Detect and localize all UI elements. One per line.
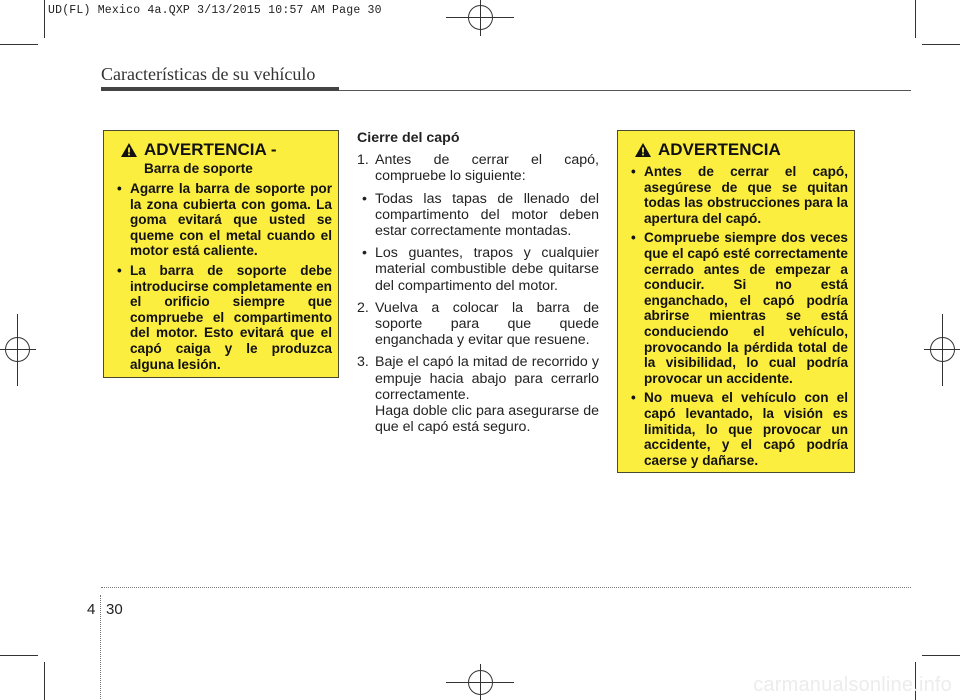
warning-item: • Antes de cerrar el capó, asegúrese de que se quitan todas las obstrucciones para la apertura del capó. [626, 164, 848, 226]
print-slug: UD(FL) Mexico 4a.QXP 3/13/2015 10:57 AM Page 30 [48, 4, 382, 17]
step-text: Vuelva a colocar la barra de soporte para que quede enganchada y evitar que resuene. [375, 299, 599, 349]
checklist-item: • Los guantes, trapos y cualquier material combustible debe quitarse del compartimento del motor. [357, 245, 599, 294]
warning-item: • No mueva el vehículo con el capó levantado, la visión es limitida, lo que provocar un accidente, y el capó podría caerse y dañarse. [626, 390, 848, 468]
step-3 [357, 354, 599, 403]
warning-box-support-rod [103, 130, 339, 378]
hood-closing-section [357, 130, 599, 435]
footer-rule [101, 587, 911, 588]
warning-heading [112, 140, 332, 160]
page-number-divider [100, 595, 102, 699]
warning-list [626, 164, 848, 468]
page-title: Características de su vehículo [101, 64, 316, 84]
warning-heading [626, 140, 848, 160]
warning-item: • Compruebe siempre dos veces que el capó esté correctamente cerrado antes de empezar a conducir. Si no está enganchado, el capó podría abrirse mientras se está conduciendo el vehículo, provocando la pérdida total de la visibilidad, lo cual podría provocar un accidente. [626, 230, 848, 386]
step-text: Antes de cerrar el capó, compruebe lo siguiente: [375, 152, 599, 185]
warning-title: ADVERTENCIA [658, 140, 781, 159]
warning-item: • La barra de soporte debe introducirse completamente en el orificio siempre que compruebe el compartimento del motor. Esto evitará que el capó caiga y le produzca alguna lesión. [112, 263, 332, 372]
section-number: 4 [87, 601, 96, 618]
step-number: 3. [357, 354, 369, 371]
checklist-item: • Todas las tapas de llenado del compartimento del motor deben estar correctamente montadas. [357, 191, 599, 240]
warning-triangle-icon [120, 142, 138, 158]
warning-box-hood [617, 130, 855, 473]
step-number: 2. [357, 299, 369, 316]
step-text: Baje el capó la mitad de recorrido y empuje hacia abajo para cerrarlo correctamente. [375, 354, 599, 403]
step-1 [357, 152, 599, 184]
warning-item: • Agarre la barra de soporte por la zona cubierta con goma. La goma evitará que usted se queme con el metal cuando el motor está caliente. [112, 181, 332, 259]
page-number: 30 [106, 601, 123, 618]
watermark-brand: carmanualsonline.info [753, 674, 952, 696]
step-2 [357, 300, 599, 349]
step-number: 1. [357, 152, 369, 169]
warning-list [112, 181, 332, 372]
header-rule-accent [101, 87, 339, 91]
warning-triangle-icon [634, 142, 652, 158]
warning-subtitle: Barra de soporte [144, 161, 253, 176]
section-title: Cierre del capó [357, 130, 460, 146]
warning-title: ADVERTENCIA - [144, 140, 277, 159]
step-note: Haga doble clic para asegurarse de que el capó está seguro. [375, 403, 599, 436]
